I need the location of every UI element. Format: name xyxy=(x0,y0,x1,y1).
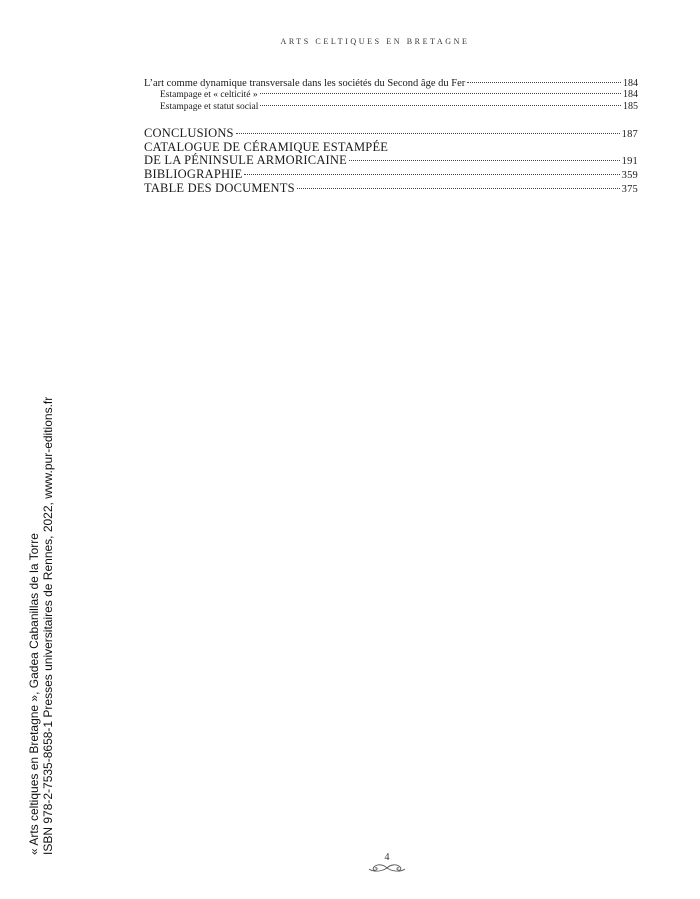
toc-entry-title: L’art comme dynamique transversale dans les sociétés du Second âge du Fer xyxy=(144,78,466,89)
toc-entry-title: CONCLUSIONS xyxy=(144,126,234,140)
toc-subentry xyxy=(144,101,638,113)
running-head: ARTS CELTIQUES EN BRETAGNE xyxy=(280,37,470,46)
side-note-line-2: ISBN 978-2-7535-8658-1 Presses universitaires de Rennes, 2022, www.pur-editions.fr xyxy=(41,396,55,855)
side-note-line-1: « Arts celtiques en Bretagne », Gadea Cabanillas de la Torre xyxy=(27,533,41,855)
toc-entry-title: Estampage et statut social xyxy=(160,102,259,112)
page-number: 4 xyxy=(384,852,390,863)
page-footer xyxy=(362,852,412,873)
toc-entry-page: 185 xyxy=(623,101,638,112)
dot-leader xyxy=(467,82,621,83)
toc-entry-page: 359 xyxy=(621,170,638,181)
table-of-contents xyxy=(144,78,638,196)
toc-entry-page: 184 xyxy=(623,89,638,100)
dot-leader xyxy=(349,160,620,161)
dot-leader xyxy=(297,188,620,189)
toc-subentry xyxy=(144,89,638,101)
toc-major-entry xyxy=(144,154,638,168)
toc-entry-title: CATALOGUE DE CÉRAMIQUE ESTAMPÉE xyxy=(144,140,389,154)
scroll-ornament-icon xyxy=(367,863,407,873)
dot-leader xyxy=(244,174,619,175)
dot-leader xyxy=(260,93,621,94)
toc-entry-page: 187 xyxy=(621,129,638,140)
toc-entry-page: 184 xyxy=(623,78,638,89)
toc-spacer xyxy=(144,113,638,127)
toc-entry-page: 375 xyxy=(621,184,638,195)
toc-entry-title: Estampage et « celticité » xyxy=(160,90,258,100)
toc-entry xyxy=(144,78,638,89)
toc-major-entry xyxy=(144,127,638,141)
copyright-side-note xyxy=(27,397,55,855)
toc-entry-title: BIBLIOGRAPHIE xyxy=(144,167,243,181)
toc-entry-page: 191 xyxy=(621,156,638,167)
toc-major-entry xyxy=(144,168,638,182)
toc-entry-title: DE LA PÉNINSULE ARMORICAINE xyxy=(144,153,347,167)
toc-entry-title: TABLE DES DOCUMENTS xyxy=(144,181,295,195)
toc-major-entry xyxy=(144,182,638,196)
dot-leader xyxy=(236,133,620,134)
dot-leader xyxy=(260,105,621,106)
